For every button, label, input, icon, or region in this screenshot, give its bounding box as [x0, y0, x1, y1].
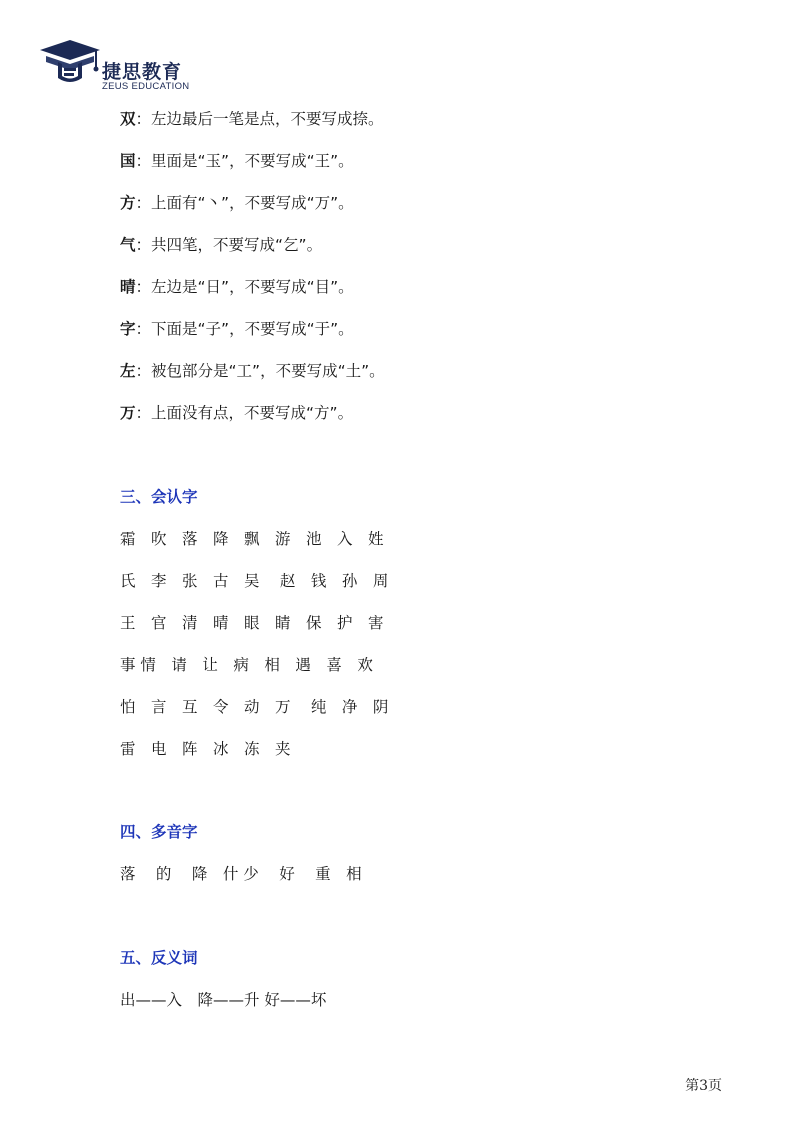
rule-line	[120, 109, 384, 129]
rule-line	[120, 151, 354, 171]
rule-text: ：共四笔，不要写成“乞”。	[135, 236, 323, 254]
recognize-row: 怕 言 互 令 动 万 纯 净 阴	[120, 698, 389, 716]
rule-text: ：上面有“丶”，不要写成“万”。	[135, 194, 354, 212]
rule-char: 双	[120, 110, 136, 128]
logo-chinese-name: 捷思教育	[102, 61, 183, 83]
rule-line	[120, 319, 354, 339]
rule-text: ：左边最后一笔是点，不要写成捺。	[135, 110, 384, 128]
polyphone-row: 落 的 降 什 少 好 重 相	[120, 865, 362, 883]
rule-line	[120, 403, 353, 423]
rule-line	[120, 193, 354, 213]
section-heading-antonym: 五、反义词	[120, 949, 198, 967]
rule-char: 国	[120, 152, 136, 170]
section-heading-polyphone: 四、多音字	[120, 823, 198, 841]
rule-text: ：里面是“玉”，不要写成“王”。	[135, 152, 354, 170]
rule-text: ：左边是“日”，不要写成“目”。	[135, 278, 354, 296]
rule-text: ：被包部分是“工”，不要写成“土”。	[135, 362, 385, 380]
rule-line	[120, 361, 385, 381]
rule-line	[120, 235, 322, 255]
rule-char: 左	[120, 362, 136, 380]
logo-english-name: ZEUS EDUCATION	[102, 81, 190, 92]
recognize-row: 霜 吹 落 降 飘 游 池 入 姓	[120, 530, 384, 548]
rule-line	[120, 277, 354, 297]
recognize-row: 氏 李 张 古 吴 赵 钱 孙 周	[120, 572, 389, 590]
recognize-row: 事 情 请 让 病 相 遇 喜 欢	[120, 656, 373, 674]
recognize-row: 雷 电 阵 冰 冻 夹	[120, 740, 291, 758]
rule-char: 字	[120, 320, 136, 338]
graduation-cap-logo-icon	[38, 38, 102, 88]
zeus-education-logo	[38, 38, 208, 98]
page-number: 第3页	[685, 1078, 722, 1094]
rule-char: 方	[120, 194, 136, 212]
rule-char: 晴	[120, 278, 136, 296]
rule-text: ：下面是“子”，不要写成“于”。	[135, 320, 354, 338]
recognize-row: 王 官 清 晴 眼 睛 保 护 害	[120, 614, 384, 632]
antonym-row: 出——入 降——升 好——坏	[120, 991, 327, 1009]
rule-char: 气	[120, 236, 136, 254]
rule-text: ：上面没有点，不要写成“方”。	[135, 404, 354, 422]
rule-char: 万	[120, 404, 136, 422]
section-heading-recognize: 三、会认字	[120, 488, 198, 506]
